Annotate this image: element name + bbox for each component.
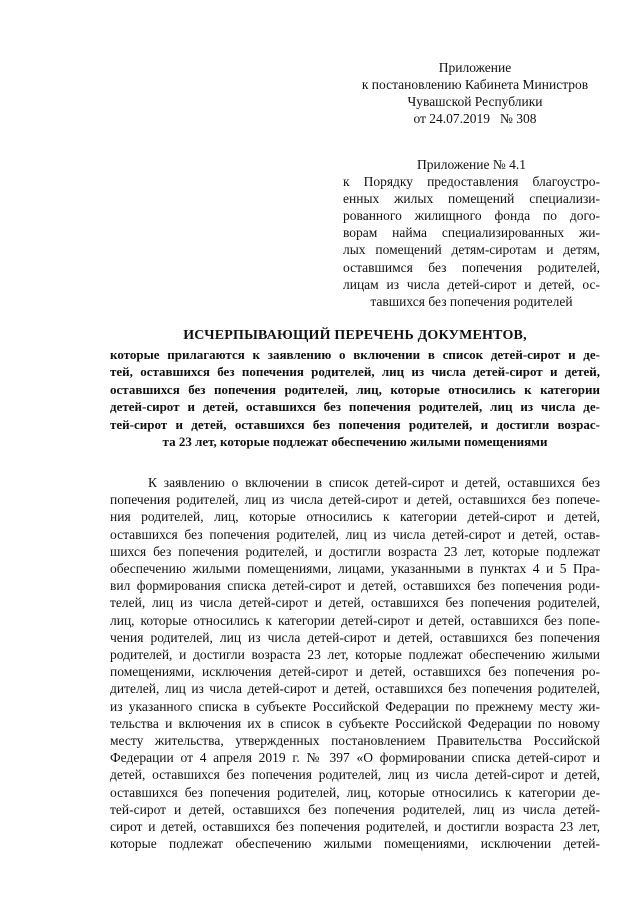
body-line: сирот и детей, оставшихся без попечения родителей, и достигли возраста 23 лет, <box>110 819 600 835</box>
body-line: Федерации от 4 апреля 2019 г. № 397 «О формировании списка детей-сирот и <box>110 750 600 766</box>
body-line: родителей, и достигли возраста 23 лет, которые подлежат обеспечению жилыми <box>110 647 600 663</box>
body-line: телей, лиц из числа детей-сирот и детей, оставшихся без попечения родителей, <box>110 595 600 611</box>
body-line: шихся без попечения родителей, и достигли возраста 23 лет, которые подлежат <box>110 543 600 559</box>
appendix-header-line: Приложение <box>438 60 512 75</box>
appendix-date: от 24.07.2019 <box>413 111 491 126</box>
body-line: оставшихся без попечения родителей, лиц из числа детей-сирот и детей, остав- <box>110 526 600 542</box>
title-line: детей-сирот и детей, оставшихся без попечения родителей, лиц из числа де- <box>110 399 600 415</box>
body-line: обеспечению жилыми помещениями, лицами, указанными в пунктах 4 и 5 Пра- <box>110 561 600 577</box>
body-line: тей-сирот и детей, оставшихся без попечения родителей, лиц из числа детей- <box>110 801 600 817</box>
sub-appendix-header <box>343 156 600 310</box>
body-line: вил формирования списка детей-сирот и детей, оставшихся без попечения роди- <box>110 578 600 594</box>
sub-appendix-line: ворам найма специализированных жи- <box>343 225 600 241</box>
body-line: попечения родителей, лиц из числа детей-сирот и детей, оставшихся без попече- <box>110 492 600 508</box>
body-line: детей, оставшихся без попечения родителей, лиц из числа детей-сирот и детей, <box>110 767 600 783</box>
title-heading: ИСЧЕРПЫВАЮЩИЙ ПЕРЕЧЕНЬ ДОКУМЕНТОВ, <box>183 328 527 343</box>
appendix-header-line: к постановлению Кабинета Министров <box>361 77 589 92</box>
appendix-header-date-line <box>350 110 600 127</box>
sub-appendix-line: енных жилых помещений специализи- <box>343 191 600 207</box>
appendix-number: № 308 <box>500 111 537 126</box>
body-line: месту жительства, утвержденных постановлением Правительства Российской <box>110 733 600 749</box>
sub-appendix-line: рованного жилищного фонда по дого- <box>343 208 600 224</box>
document-title <box>110 326 600 450</box>
title-line: которые прилагаются к заявлению о включении в список детей-сирот и де- <box>110 347 600 362</box>
body-line: К заявлению о включении в список детей-сирот и детей, оставшихся без <box>148 475 600 490</box>
body-line: ния родителей, лиц, которые относились к категории детей-сирот и детей, <box>110 509 600 525</box>
sub-appendix-line: лицам из числа детей-сирот и детей, ос- <box>343 276 600 292</box>
body-line: оставшихся без попечения родителей, лиц, которые относились к категории де- <box>110 784 600 800</box>
sub-appendix-line: к Порядку предоставления благоустро- <box>343 174 600 190</box>
appendix-header-line: Чувашской Республики <box>407 94 543 109</box>
body-paragraph <box>110 474 600 852</box>
sub-appendix-line: лых помещений детям-сиротам и детям, <box>343 242 600 258</box>
sub-appendix-number: Приложение № 4.1 <box>417 157 526 172</box>
body-line: помещениями, исключения детей-сирот и детей, оставшихся без попечения ро- <box>110 664 600 680</box>
body-line: тельства и включения их в список в субъекте Российской Федерации по новому <box>110 715 600 731</box>
appendix-header <box>350 59 600 127</box>
sub-appendix-line: оставшимся без попечения родителей, <box>343 259 600 275</box>
body-line: дителей, лиц из числа детей-сирот и детей, оставшихся без попечения родителей, <box>110 681 600 697</box>
title-line: тей-сирот и детей, оставшихся без попечения родителей, и достигли возрас- <box>110 416 600 432</box>
title-line: тей, оставшихся без попечения родителей, лиц из числа детей-сирот и детей, <box>110 364 600 380</box>
body-line: чения родителей, лиц из числа детей-сирот и детей, оставшихся без попечения <box>110 629 600 645</box>
body-line: лиц, которые относились к категории детей-сирот и детей, оставшихся без попе- <box>110 612 600 628</box>
body-line: из указанного списка в субъекте Российской Федерации по прежнему месту жи- <box>110 698 600 714</box>
body-line: которые подлежат обеспечению жилыми помещениями, исключении детей- <box>110 836 600 852</box>
title-line: оставшихся без попечения родителей, лиц, которые относились к категории <box>110 381 600 397</box>
sub-appendix-line: тавшихся без попечения родителей <box>370 293 573 309</box>
title-line: та 23 лет, которые подлежат обеспечению жилыми помещениями <box>162 434 548 450</box>
